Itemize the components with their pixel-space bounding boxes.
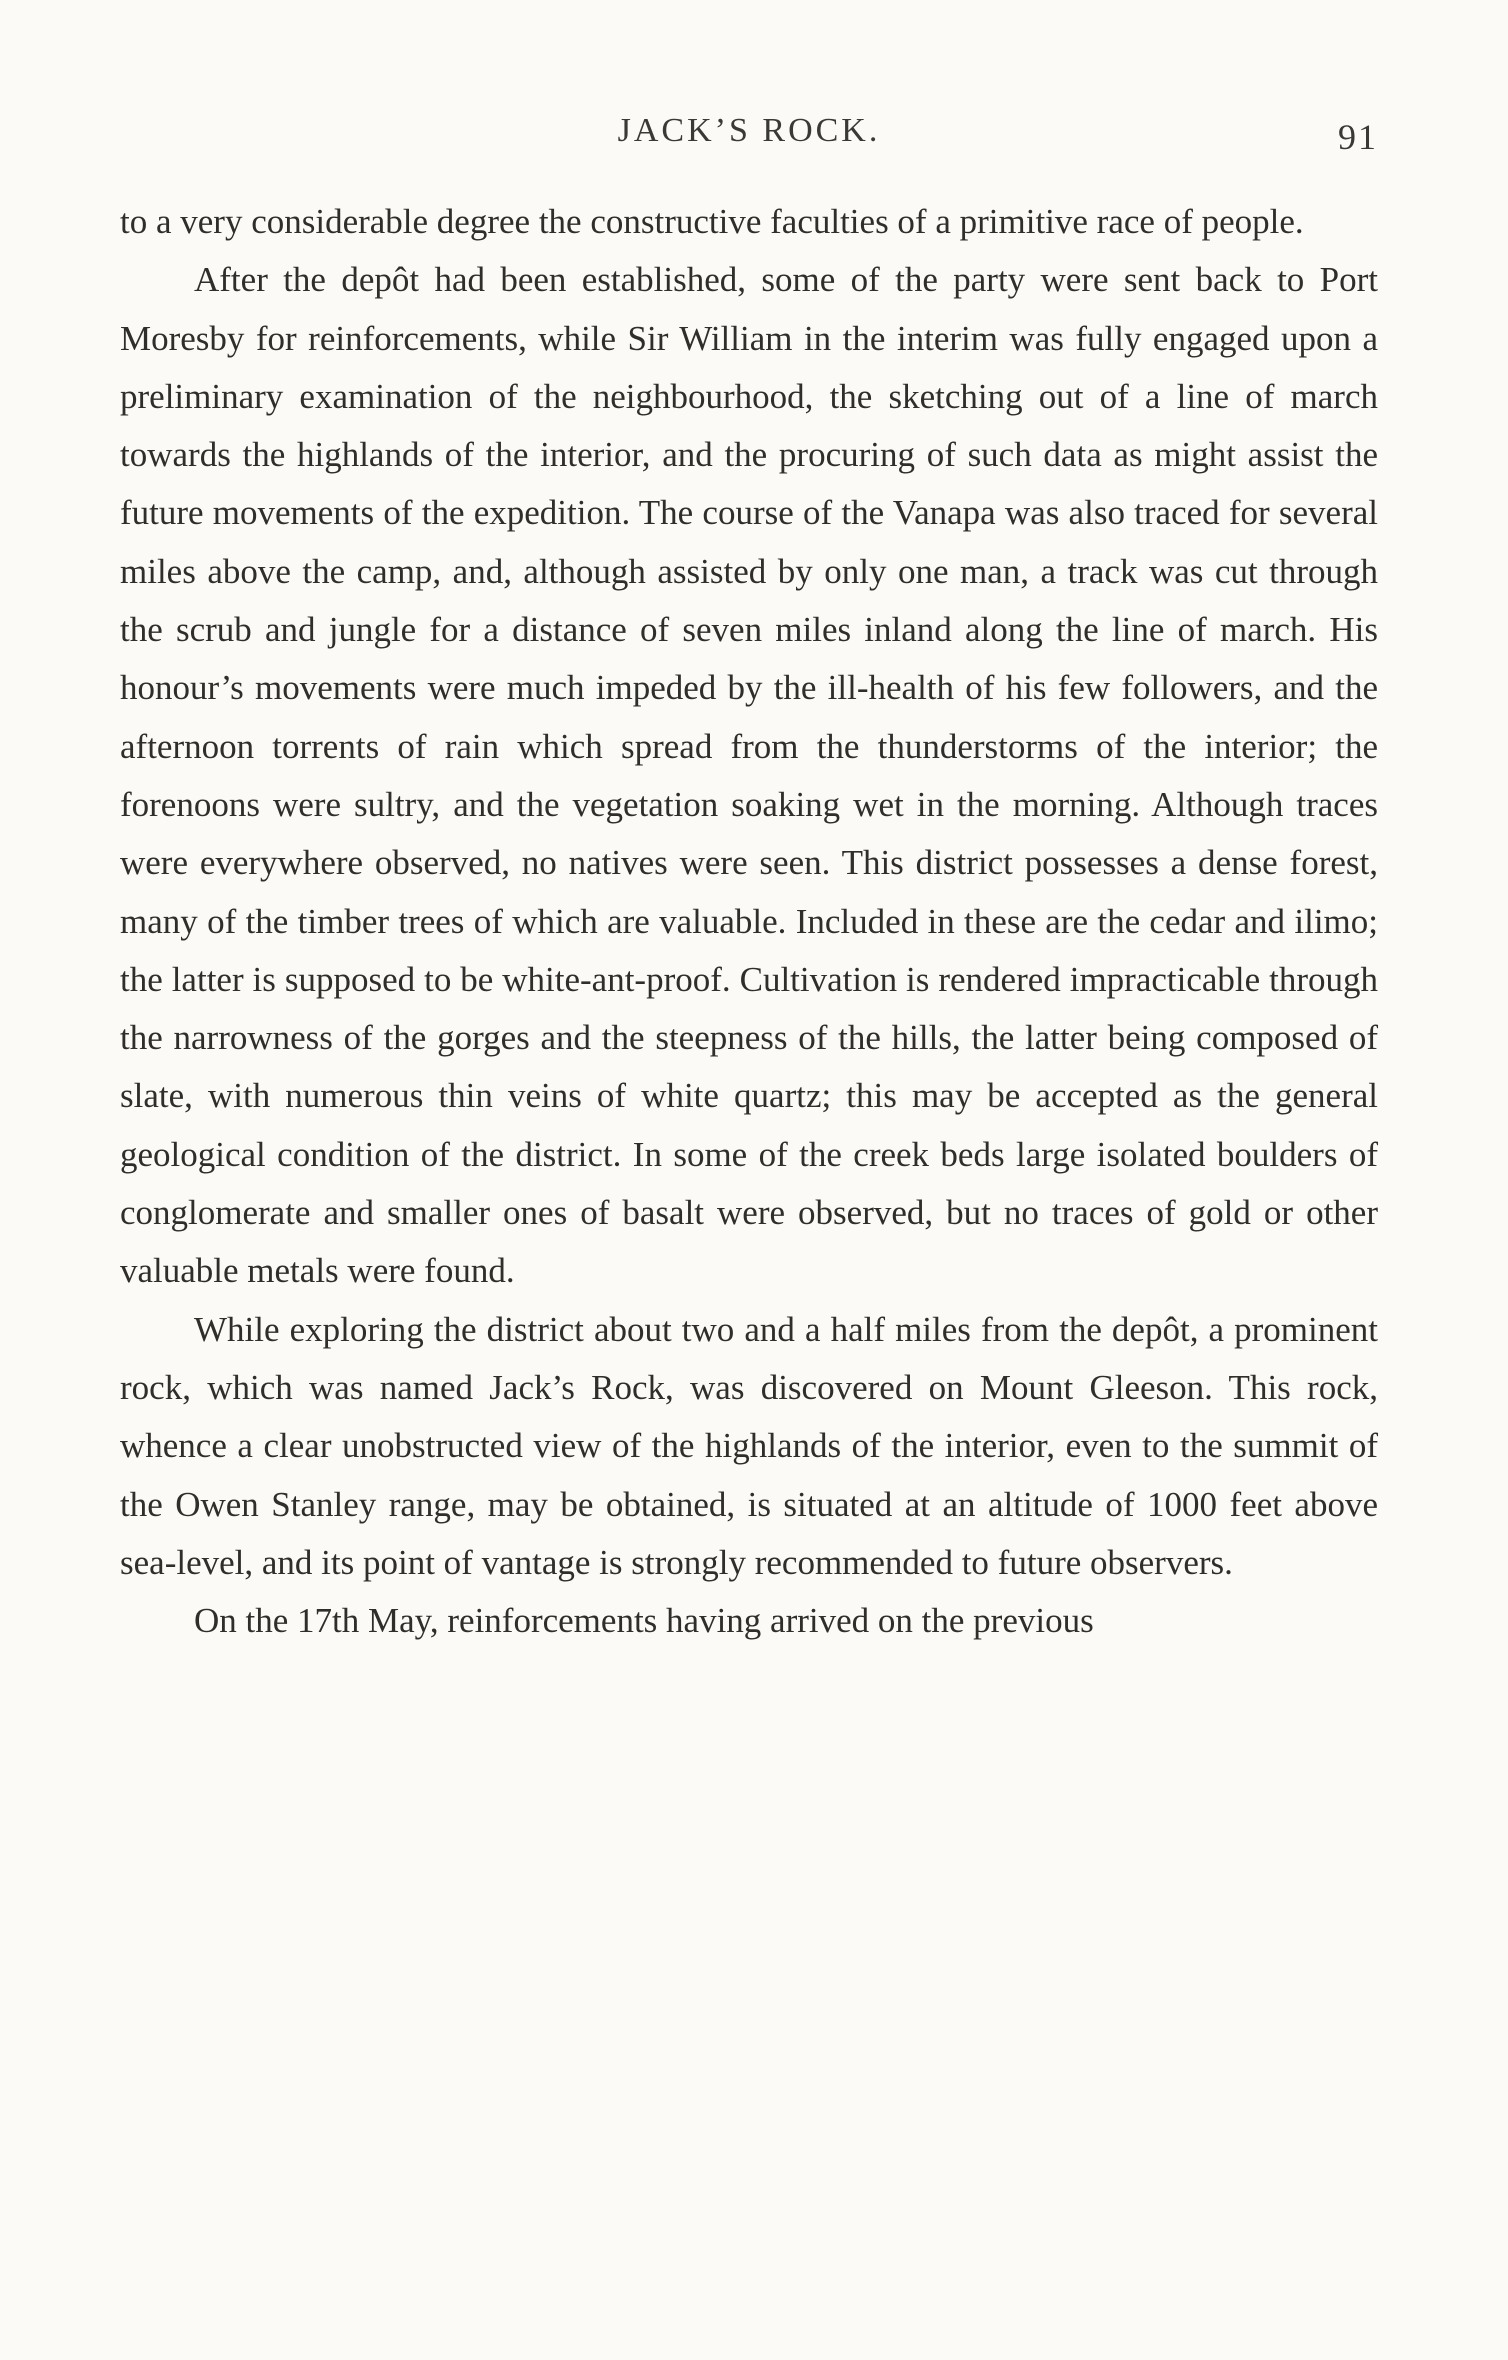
page-number: 91 xyxy=(1338,117,1378,157)
running-title: JACK’S ROCK. xyxy=(617,112,881,149)
body-text xyxy=(120,193,1378,1650)
paragraph-depot-established: After the depôt had been established, some of the party were sent back to Port Moresby for reinforcements, while Sir William in the interim was fully engaged upon a preliminary examination of the neighbourhood, the sketching out of a line of march towards the highlands of the interior, and the procuring of such data as might assist the future movements of the expedition. The course of the Vanapa was also traced for several miles above the camp, and, although assisted by only one man, a track was cut through the scrub and jungle for a distance of seven miles inland along the line of march. His honour’s movements were much impeded by the ill-health of his few followers, and the afternoon torrents of rain which spread from the thunderstorms of the interior; the forenoons were sultry, and the vegetation soaking wet in the morning. Although traces were everywhere observed, no natives were seen. This district possesses a dense forest, many of the timber trees of which are valuable. Included in these are the cedar and ilimo; the latter is supposed to be white-ant-proof. Cultivation is rendered impracticable through the narrowness of the gorges and the steepness of the hills, the latter being composed of slate, with numerous thin veins of white quartz; this may be accepted as the general geological condition of the district. In some of the creek beds large isolated boulders of conglomerate and smaller ones of basalt were observed, but no traces of gold or other valuable metals were found. xyxy=(120,260,1378,1291)
paragraph-jacks-rock: While exploring the district about two and a half miles from the depôt, a prominent rock, which was named Jack’s Rock, was discovered on Mount Gleeson. This rock, whence a clear unobstructed view of the highlands of the interior, even to the summit of the Owen Stanley range, may be obtained, is situated at an altitude of 1000 feet above sea-level, and its point of vantage is strongly recommended to future observers. xyxy=(120,1309,1378,1582)
paragraph-seventeenth-may: On the 17th May, reinforcements having arrived on the previous xyxy=(194,1601,1094,1641)
running-head xyxy=(120,112,1378,162)
paragraph-continued: to a very considerable degree the constructive faculties of a primitive race of people. xyxy=(120,202,1304,241)
